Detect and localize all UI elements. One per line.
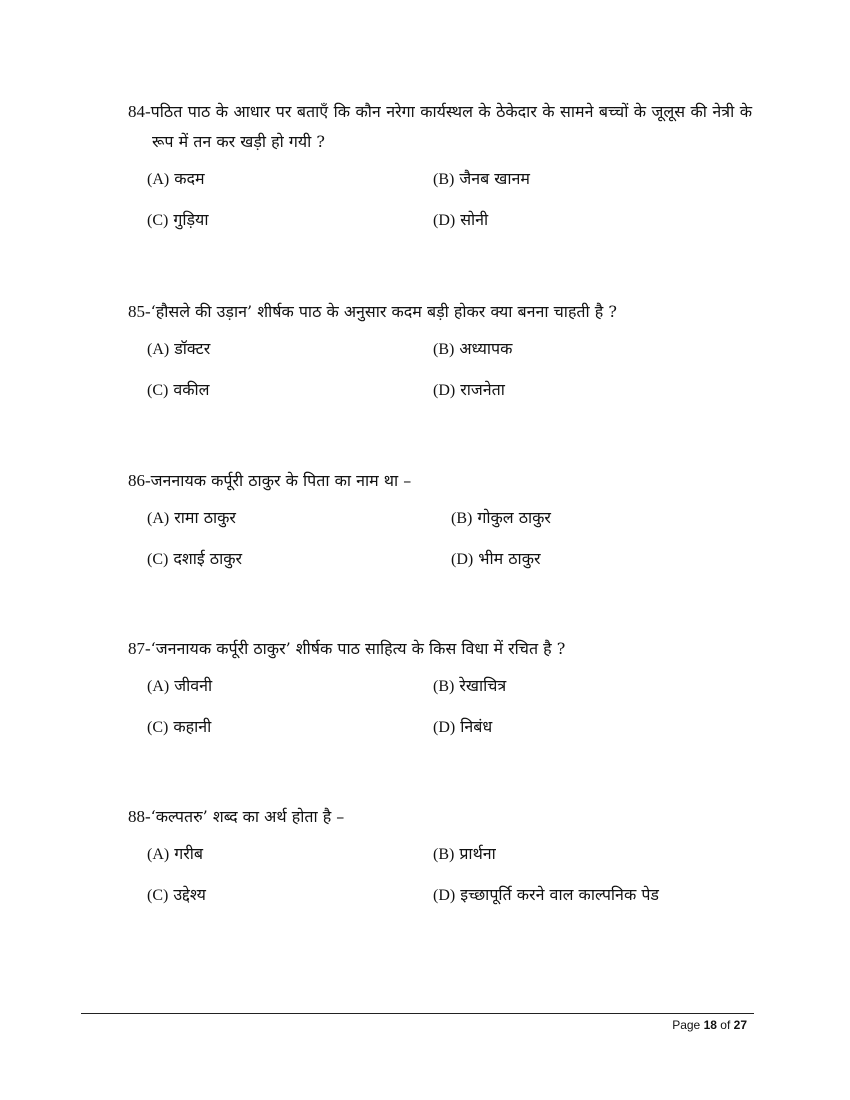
option-d: (D) राजनेता [433, 380, 505, 399]
option-b: (B) प्रार्थना [433, 844, 496, 863]
option-text: जीवनी [174, 676, 213, 695]
question-body: ‘जननायक कर्पूरी ठाकुर’ शीर्षक पाठ साहित्य के किस विधा में रचित है ? [150, 639, 566, 658]
option-b: (B) अध्यापक [433, 339, 513, 358]
question-number: 88- [128, 807, 151, 826]
question-text [128, 634, 752, 664]
option-text: सोनी [460, 210, 489, 229]
option-text: प्रार्थना [459, 844, 496, 863]
option-d: (D) भीम ठाकुर [451, 549, 541, 568]
option-text: डॉक्टर [174, 339, 211, 358]
option-text: उद्देश्य [173, 885, 206, 904]
option-c: (C) उद्देश्य [147, 885, 206, 904]
options-list [128, 337, 752, 419]
option-c: (C) गुड़िया [147, 210, 209, 229]
page-footer [672, 1018, 747, 1032]
options-list [128, 674, 752, 756]
option-a: (A) डॉक्टर [147, 339, 211, 358]
option-text: गुड़िया [173, 210, 209, 229]
options-list [128, 842, 752, 924]
question-86 [128, 466, 752, 588]
option-c: (C) दशाई ठाकुर [147, 549, 243, 568]
question-text [128, 297, 752, 327]
option-text: गरीब [174, 844, 204, 863]
option-text: अध्यापक [459, 339, 513, 358]
option-d: (D) निबंध [433, 717, 493, 736]
option-text: भीम ठाकुर [478, 549, 541, 568]
question-body: पठित पाठ के आधार पर बताएँ कि कौन नरेगा कार्यस्थल के ठेकेदार के सामने बच्चों के जूलूस की नेत्री के रूप में तन कर खड़ी हो गयी ? [150, 102, 752, 151]
question-text [128, 802, 752, 832]
option-b: (B) जैनब खानम [433, 169, 530, 188]
question-number: 86- [128, 471, 151, 490]
question-body: ‘हौसले की उड़ान’ शीर्षक पाठ के अनुसार कदम बड़ी होकर क्या बनना चाहती है ? [150, 302, 617, 321]
option-b: (B) रेखाचित्र [433, 676, 507, 695]
question-number: 85- [128, 302, 151, 321]
question-88 [128, 802, 752, 924]
option-text: जैनब खानम [459, 169, 530, 188]
option-c: (C) कहानी [147, 717, 212, 736]
question-text [128, 466, 752, 496]
question-85 [128, 297, 752, 419]
question-number: 87- [128, 639, 151, 658]
option-a: (A) गरीब [147, 844, 204, 863]
question-number: 84- [128, 102, 151, 121]
question-84 [128, 97, 752, 249]
question-87 [128, 634, 752, 756]
question-text [128, 97, 752, 157]
current-page-number: 18 [703, 1018, 717, 1032]
options-list [128, 167, 752, 249]
option-c: (C) वकील [147, 380, 210, 399]
option-b: (B) गोकुल ठाकुर [451, 508, 551, 527]
option-text: वकील [173, 380, 210, 399]
option-d: (D) इच्छापूर्ति करने वाल काल्पनिक पेड [433, 885, 659, 904]
question-body: जननायक कर्पूरी ठाकुर के पिता का नाम था – [150, 471, 412, 490]
option-a: (A) कदम [147, 169, 205, 188]
question-body: ‘कल्पतरु’ शब्द का अर्थ होता है – [150, 807, 345, 826]
options-list [128, 506, 752, 588]
total-pages-number: 27 [733, 1018, 747, 1032]
footer-divider [81, 1013, 754, 1014]
option-text: रामा ठाकुर [174, 508, 236, 527]
option-text: कहानी [173, 717, 212, 736]
option-text: निबंध [460, 717, 493, 736]
option-a: (A) रामा ठाकुर [147, 508, 236, 527]
option-text: राजनेता [460, 380, 505, 399]
option-d: (D) सोनी [433, 210, 489, 229]
option-text: गोकुल ठाकुर [477, 508, 551, 527]
option-text: दशाई ठाकुर [173, 549, 243, 568]
option-text: कदम [174, 169, 205, 188]
option-text: इच्छापूर्ति करने वाल काल्पनिक पेड [460, 885, 659, 904]
option-a: (A) जीवनी [147, 676, 213, 695]
of-label: of [720, 1018, 731, 1032]
page-label: Page [672, 1018, 701, 1032]
option-text: रेखाचित्र [459, 676, 507, 695]
